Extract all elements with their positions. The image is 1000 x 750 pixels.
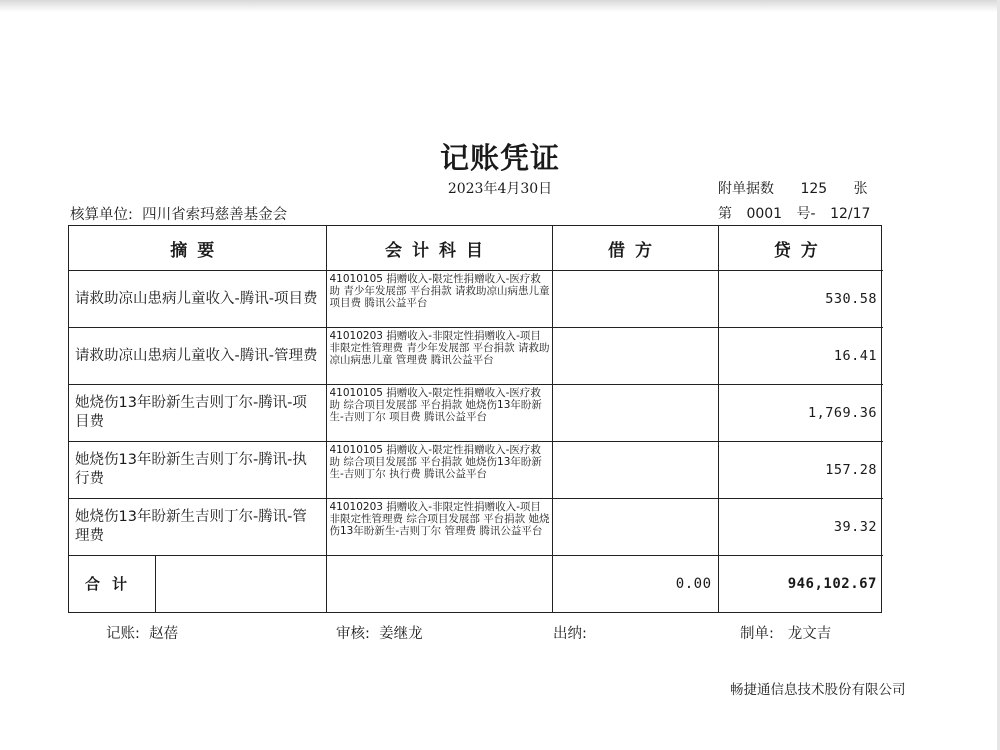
total-account-empty bbox=[326, 556, 552, 613]
row-credit: 39.32 bbox=[718, 499, 883, 556]
attachments-info bbox=[718, 178, 868, 198]
row-summary: 请救助凉山患病儿童收入-腾讯-项目费 bbox=[69, 271, 326, 328]
row-debit bbox=[552, 499, 718, 556]
unit-label: 核算单位: bbox=[70, 207, 133, 223]
reviewer-label: 审核: bbox=[336, 626, 370, 642]
row-debit bbox=[552, 442, 718, 499]
row-account: 41010203 捐赠收入-非限定性捐赠收入-项目非限定性管理费 青少年发展部 平台捐款 请救助凉山病患儿童 管理费 腾讯公益平台 bbox=[326, 328, 552, 385]
number-suffix: 号- bbox=[796, 206, 816, 222]
total-label bbox=[69, 556, 326, 613]
footer-bookkeeper bbox=[106, 622, 178, 643]
cashier-label: 出纳: bbox=[553, 626, 587, 642]
row-credit: 1,769.36 bbox=[718, 385, 883, 442]
row-credit: 157.28 bbox=[718, 442, 883, 499]
page-indicator: 12/17 bbox=[830, 206, 871, 222]
preparer-name: 龙文吉 bbox=[787, 626, 832, 642]
table-row bbox=[69, 385, 883, 442]
table-row bbox=[69, 442, 883, 499]
header-credit: 贷方 bbox=[718, 226, 883, 271]
attachments-label: 附单据数 bbox=[718, 181, 774, 197]
row-account: 41010105 捐赠收入-限定性捐赠收入-医疗救助 青少年发展部 平台捐款 请救助凉山病患儿童 项目费 腾讯公益平台 bbox=[326, 271, 552, 328]
footer-cashier bbox=[553, 622, 592, 643]
table-row bbox=[69, 328, 883, 385]
bookkeeper-label: 记账: bbox=[106, 626, 140, 642]
row-summary: 她烧伤13年盼新生吉则丁尔-腾讯-项目费 bbox=[69, 385, 326, 442]
number-prefix: 第 bbox=[718, 206, 732, 222]
number-value: 0001 bbox=[746, 206, 783, 222]
total-debit: 0.00 bbox=[552, 556, 718, 613]
footer-reviewer bbox=[336, 622, 423, 643]
unit-name: 四川省索玛慈善基金会 bbox=[142, 207, 288, 223]
row-account: 41010105 捐赠收入-限定性捐赠收入-医疗救助 综合项目发展部 平台捐款 她烧伤13年盼新生-吉则丁尔 项目费 腾讯公益平台 bbox=[326, 385, 552, 442]
row-summary: 她烧伤13年盼新生吉则丁尔-腾讯-执行费 bbox=[69, 442, 326, 499]
preparer-label: 制单: bbox=[740, 626, 774, 642]
row-credit: 16.41 bbox=[718, 328, 883, 385]
row-summary: 她烧伤13年盼新生吉则丁尔-腾讯-管理费 bbox=[69, 499, 326, 556]
accounting-unit bbox=[70, 203, 287, 224]
voucher-table bbox=[68, 225, 882, 613]
voucher-date: 2023年4月30日 bbox=[447, 181, 553, 197]
reviewer-name: 姜继龙 bbox=[379, 626, 423, 642]
total-label-text: 合计 bbox=[69, 556, 156, 612]
row-credit: 530.58 bbox=[718, 271, 883, 328]
row-summary: 请救助凉山患病儿童收入-腾讯-管理费 bbox=[69, 328, 326, 385]
total-credit: 946,102.67 bbox=[718, 556, 883, 613]
row-account: 41010203 捐赠收入-非限定性捐赠收入-项目非限定性管理费 综合项目发展部 平台捐款 她烧伤13年盼新生-吉则丁尔 管理费 腾讯公益平台 bbox=[326, 499, 552, 556]
row-debit bbox=[552, 328, 718, 385]
voucher-title: 记账凭证 bbox=[439, 141, 560, 175]
row-account: 41010105 捐赠收入-限定性捐赠收入-医疗救助 综合项目发展部 平台捐款 她烧伤13年盼新生-吉则丁尔 执行费 腾讯公益平台 bbox=[326, 442, 552, 499]
bookkeeper-name: 赵蓓 bbox=[149, 626, 179, 642]
software-vendor: 畅捷通信息技术股份有限公司 bbox=[730, 682, 906, 698]
header-account: 会计科目 bbox=[326, 226, 552, 271]
total-row bbox=[69, 556, 883, 613]
attachments-unit: 张 bbox=[853, 181, 868, 197]
header-debit: 借方 bbox=[552, 226, 718, 271]
row-debit bbox=[552, 271, 718, 328]
footer-preparer bbox=[740, 622, 831, 643]
row-debit bbox=[552, 385, 718, 442]
table-row bbox=[69, 499, 883, 556]
table-row bbox=[69, 271, 883, 328]
voucher-number bbox=[718, 203, 880, 223]
header-row bbox=[69, 226, 883, 271]
attachments-count: 125 bbox=[800, 181, 828, 197]
header-summary: 摘要 bbox=[69, 226, 326, 271]
